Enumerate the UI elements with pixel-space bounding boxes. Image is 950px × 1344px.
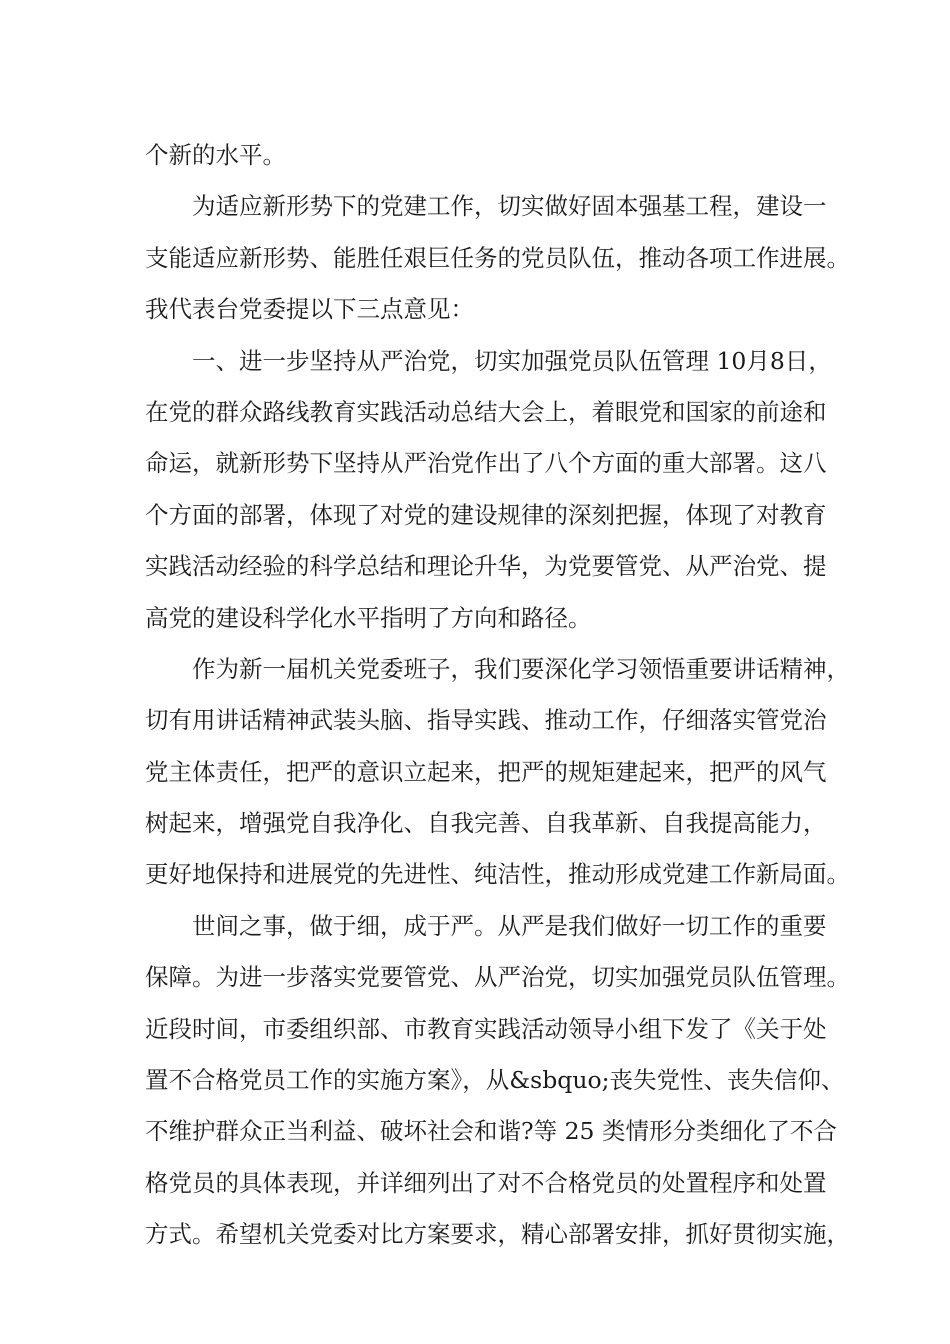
- text-line: 不维护群众正当利益、破坏社会和谐?等 25 类情形分类细化了不合: [145, 1117, 837, 1146]
- text-line: 方式。希望机关党委对比方案要求，精心部署安排，抓好贯彻实施，: [145, 1220, 850, 1249]
- text-line: 实践活动经验的科学总结和理论升华，为党要管党、从严治党、提: [145, 552, 827, 581]
- text-line: 我代表台党委提以下三点意见：: [145, 295, 474, 324]
- paragraph-first-line: 为适应新形势下的党建工作，切实做好固本强基工程，建设一: [192, 192, 827, 221]
- text-line: 格党员的具体表现，并详细列出了对不合格党员的处置程序和处置: [145, 1168, 827, 1197]
- text-line: 党主体责任，把严的意识立起来，把严的规矩建起来，把严的风气: [145, 757, 827, 786]
- text-line: 保障。为进一步落实党要管党、从严治党，切实加强党员队伍管理。: [145, 963, 850, 992]
- text-line: 树起来，增强党自我净化、自我完善、自我革新、自我提高能力，: [145, 809, 827, 838]
- text-line: 支能适应新形势、能胜任艰巨任务的党员队伍，推动各项工作进展。: [145, 243, 850, 272]
- text-line: 更好地保持和进展党的先进性、纯洁性，推动形成党建工作新局面。: [145, 860, 850, 889]
- text-line: 切有用讲话精神武装头脑、指导实践、推动工作，仔细落实管党治: [145, 706, 827, 735]
- text-line: 高党的建设科学化水平指明了方向和路径。: [145, 603, 592, 632]
- text-line: 近段时间，市委组织部、市教育实践活动领导小组下发了《关于处: [145, 1014, 827, 1043]
- paragraph-first-line: 作为新一届机关党委班子，我们要深化学习领悟重要讲话精神，: [192, 654, 850, 683]
- text-line: 个新的水平。: [145, 141, 286, 169]
- section-heading-line: 一、进一步坚持从严治党，切实加强党员队伍管理 10月8日，: [192, 346, 832, 375]
- paragraph-first-line: 世间之事，做于细，成于严。从严是我们做好一切工作的重要: [192, 911, 827, 940]
- document-body: [145, 130, 850, 1261]
- text-line: 置不合格党员工作的实施方案》，从&sbquo;丧失党性、丧失信仰、: [145, 1066, 845, 1095]
- text-line: 命运，就新形势下坚持从严治党作出了八个方面的重大部署。这八: [145, 449, 827, 478]
- text-line: 个方面的部署，体现了对党的建设规律的深刻把握，体现了对教育: [145, 500, 827, 529]
- text-line: 在党的群众路线教育实践活动总结大会上，着眼党和国家的前途和: [145, 397, 827, 426]
